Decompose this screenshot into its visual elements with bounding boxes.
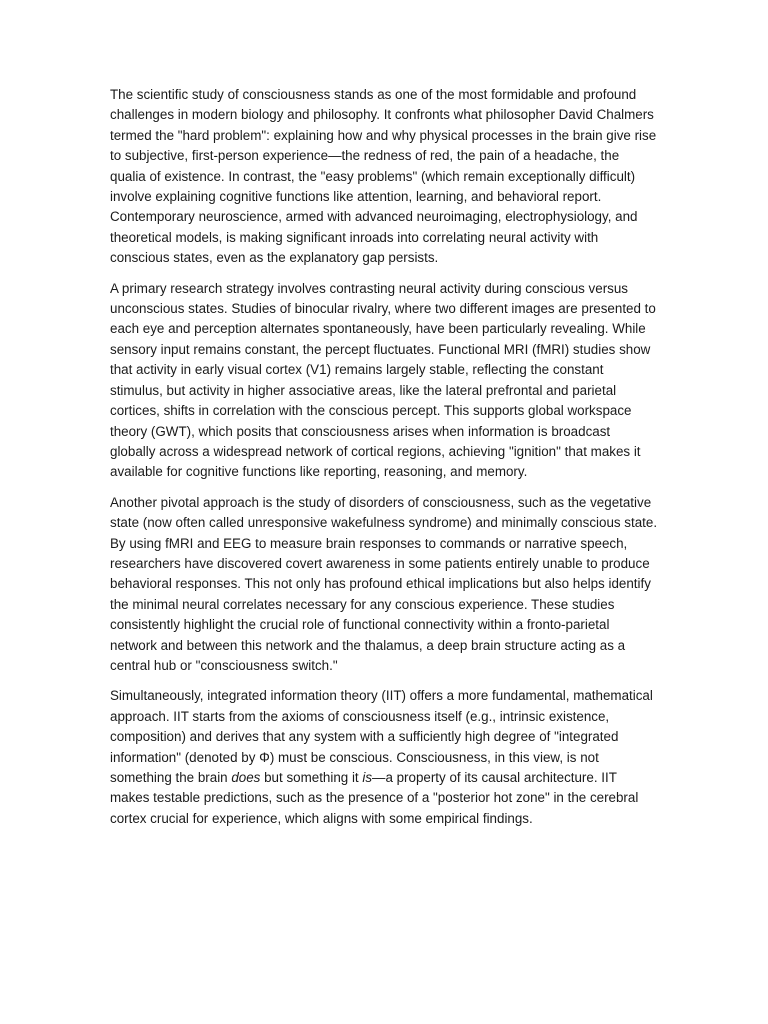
paragraph-4-text-part-1: Simultaneously, integrated information theory (IIT) offers a more fundamental, mathematical approach. IIT starts from the axioms of consciousness itself (e.g., intrinsic existence, composition) and derives that any system with a sufficiently high degree of "integrated information" (denoted by Φ) must be conscious. Consciousness, in this view, is not something the brain	[110, 688, 653, 785]
paragraph-2	[110, 279, 658, 483]
paragraph-4-text-part-2: but something it	[260, 770, 363, 785]
paragraph-4	[110, 686, 658, 829]
paragraph-3	[110, 493, 658, 677]
paragraph-1-text: The scientific study of consciousness stands as one of the most formidable and profound challenges in modern biology and philosophy. It confronts what philosopher David Chalmers termed the "hard problem": explaining how and why physical processes in the brain give rise to subjective, first-person experience—the redness of red, the pain of a headache, the qualia of existence. In contrast, the "easy problems" (which remain exceptionally difficult) involve explaining cognitive functions like attention, learning, and behavioral report. Contemporary neuroscience, armed with advanced neuroimaging, electrophysiology, and theoretical models, is making significant inroads into correlating neural activity with conscious states, even as the explanatory gap persists.	[110, 87, 657, 266]
paragraph-3-text: Another pivotal approach is the study of disorders of consciousness, such as the vegetative state (now often called unresponsive wakefulness syndrome) and minimally conscious state. By using fMRI and EEG to measure brain responses to commands or narrative speech, researchers have discovered covert awareness in some patients entirely unable to produce behavioral responses. This not only has profound ethical implications but also helps identify the minimal neural correlates necessary for any conscious experience. These studies consistently highlight the crucial role of functional connectivity within a fronto-parietal network and between this network and the thalamus, a deep brain structure acting as a central hub or "consciousness switch."	[110, 494, 658, 673]
paragraph-4-text-part-3: —a property of its causal architecture. IIT makes testable predictions, such as the presence of a "posterior hot zone" in the cerebral cortex crucial for experience, which aligns with some empirical findings.	[110, 770, 639, 826]
paragraph-1	[110, 85, 658, 269]
paragraph-2-text: A primary research strategy involves contrasting neural activity during conscious versus unconscious states. Studies of binocular rivalry, where two different images are presented to each eye and perception alternates spontaneously, have been particularly revealing. While sensory input remains constant, the percept fluctuates. Functional MRI (fMRI) studies show that activity in early visual cortex (V1) remains largely stable, reflecting the constant stimulus, but activity in higher associative areas, like the lateral prefrontal and parietal cortices, shifts in correlation with the conscious percept. This supports global workspace theory (GWT), which posits that consciousness arises when information is broadcast globally across a widespread network of cortical regions, achieving "ignition" that makes it available for cognitive functions like reporting, reasoning, and memory.	[110, 280, 656, 480]
paragraph-4-emphasis-does: does	[231, 770, 261, 785]
paragraph-4-emphasis-is: is	[362, 770, 373, 785]
document-body	[110, 85, 658, 839]
